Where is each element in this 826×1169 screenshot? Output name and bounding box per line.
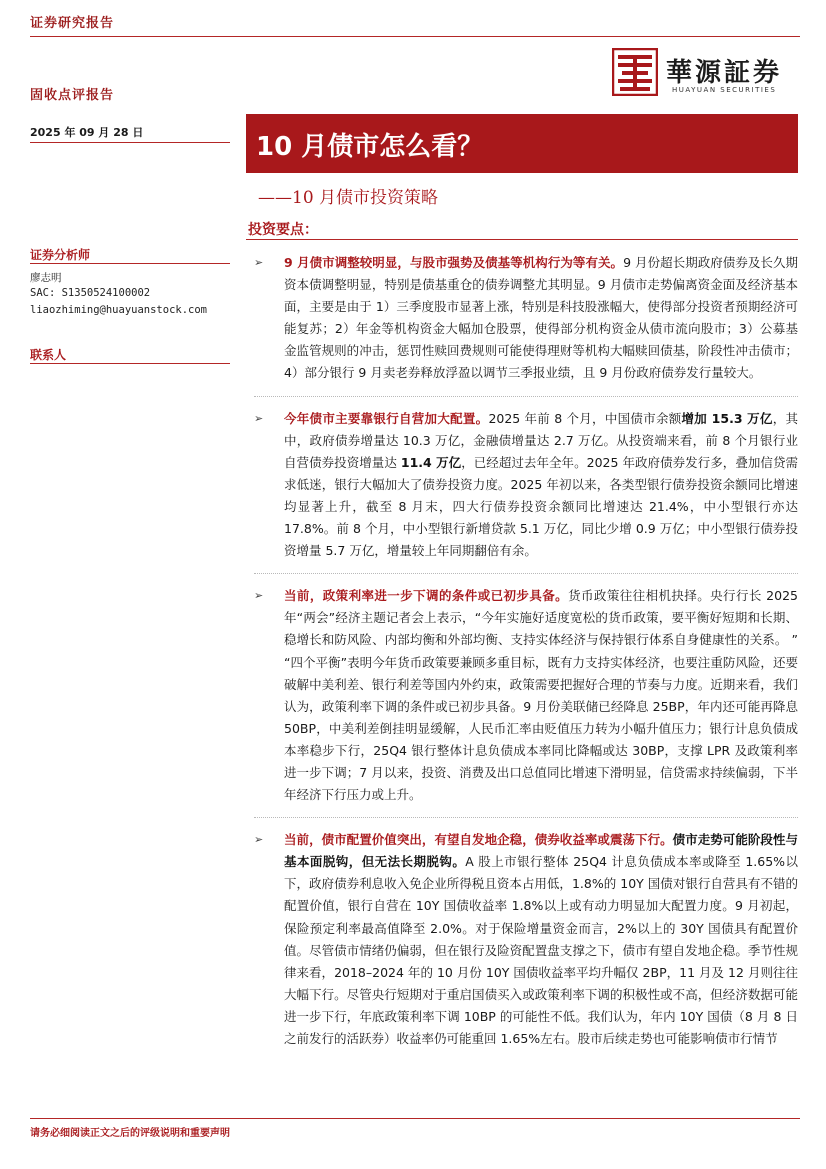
key-point-2	[254, 396, 798, 563]
analyst-sac: SAC: S1350524100002	[30, 287, 151, 299]
key-point-text: 货币政策往往相机抉择。央行行长 2025 年“两会”经济主题记者会上表示，“今年实施好适度宽松的货币政策，要平衡好短期和长期、稳增长和防风险、内部均衡和外部均衡、支持实体经济与保持银行体系自身健康性的关系。 ” “四个平衡”表明今年货币政策要兼顾多重目标，既有力支持实体经济，也要注重防风险，还要破解中美利差、银行利差等国内外约束，政策需要把握好合理的节奏与力度。近期来看，我们认为，政策利率下调的条件或已初步具备。9 月份美联储已经降息 25BP，年内还可能再降息 50BP，中美利差倒挂明显缓解，人民币汇率由贬值压力转为小幅升值压力；银行计息负债成本率稳步下行，25Q4 银行整体计息负债成本率同比降幅或达 30BP，支撑 LPR 及政策利率进一步下调；7 月以来，投资、消费及出口总值同比增速下滑明显，信贷需求持续偏弱，下半年经济下行压力或上升。	[284, 588, 798, 803]
key-point-text: 2025 年前 8 个月，中国债市余额	[488, 410, 682, 426]
logo-text-en: HUAYUAN SECURITIES	[672, 86, 777, 94]
analyst-name: 廖志明	[30, 272, 62, 284]
key-point-highlight: 债市走势可能阶段性与基本面脱钩，但无法长期脱钩。	[284, 832, 798, 870]
analyst-section-title: 证券分析师	[30, 248, 91, 262]
header-divider	[30, 36, 800, 37]
key-point-highlight: 11.4 万亿	[400, 454, 462, 470]
contact-divider	[30, 363, 230, 364]
arrow-bullet-icon: ➢	[254, 411, 264, 425]
key-point-lead: 9 月债市调整较明显，与股市强势及债基等机构行为等有关。	[284, 255, 624, 270]
key-points-body	[254, 252, 798, 1050]
analyst-email[interactable]: liaozhiming@huayuanstock.com	[30, 304, 208, 316]
key-point-highlight: 增加 15.3 万亿	[681, 410, 773, 426]
arrow-bullet-icon: ➢	[254, 833, 264, 847]
page-subtitle: ——10 月债市投资策略	[258, 188, 439, 208]
arrow-bullet-icon: ➢	[254, 589, 264, 603]
key-point-lead: 当前，债市配置价值突出，有望自发地企稳，债券收益率或震荡下行。	[284, 832, 673, 848]
title-banner	[246, 114, 798, 173]
key-point-text: ，已经超过去年全年。2025 年政府债券发行多，叠加信贷需求低迷，银行大幅加大了债券投资力度。2025 年初以来，各类型银行债券投资余额同比增速均显著上升，截至 8 月末，四大行债券投资余额同比增速达 21.4%，中小型银行亦达 17.8%。前 8 个月，中小型银行新增贷款 5.1 万亿，同比少增 0.9 万亿；中小型银行债券投资增量 5.7 万亿，增量较上年同期翻倍有余。	[284, 454, 798, 559]
report-type: 证券研究报告	[30, 16, 115, 31]
analyst-divider	[30, 263, 230, 264]
key-point-3	[254, 573, 798, 806]
report-date: 2025 年 09 月 28 日	[30, 126, 144, 139]
key-point-1	[254, 252, 798, 385]
footer-divider	[30, 1118, 800, 1119]
key-point-text: A 股上市银行整体 25Q4 计息负债成本率或降至 1.65%以下，政府债券利息收入免企业所得税且资本占用低，1.8%的 10Y 国债对银行自营具有不错的配置价值，银行自营在 10Y 国债收益率 1.8%以上或有动力明显加大配置力度。9 月初起，保险预定利率最高值降至 2.0%。对于保险增量资金而言，2%以上的 30Y 国债具有配置价值。尽管债市情绪仍偏弱，但在银行及险资配置盘支撑之下，债市有望自发地企稳。季节性规律来看，2018–2024 年的 10 月份 10Y 国债收益率平均升幅仅 2BP，11 月及 12 月则往往大幅下行。尽管央行短期对于重启国债买入或政策利率下调的积极性或不高，但经济数据可能进一步下行，年底政策利率下调 10BP 的可能性不低。我们认为，年内 10Y 国债（8 月 8 日之前发行的活跃券）收益率仍可能重回 1.65%左右。股市后续走势也可能影响债市行情节	[284, 854, 798, 1046]
key-points-label: 投资要点：	[248, 222, 318, 238]
key-points-divider	[246, 239, 798, 240]
contact-section-title: 联系人	[30, 348, 67, 362]
key-point-lead: 当前，政策利率进一步下调的条件或已初步具备。	[284, 588, 569, 604]
key-point-text: 9 月份超长期政府债券及长久期资本债调整明显，特别是债基重仓的债券调整尤其明显。9 月债市走势偏离资金面及经济基本面，主要是由于 1）三季度股市显著上涨，特别是科技股涨幅大，使得部分投资者预期经济可能复苏；2）年金等机构资金大幅加仓股票，使得部分机构资金从债市流向股市；3）公募基金监管规则的冲击，惩罚性赎回费规则可能使得理财等机构大幅赎回债基，阶段性冲击债市；4）部分银行 9 月卖老券释放浮盈以调节三季报业绩，且 9 月份政府债券发行量较大。	[284, 255, 798, 381]
company-logo	[612, 48, 802, 100]
page-title: 10 月债市怎么看？	[256, 132, 484, 162]
report-category: 固收点评报告	[30, 88, 115, 103]
footer-disclaimer[interactable]: 请务必细阅读正文之后的评级说明和重要声明	[30, 1128, 230, 1139]
logo-seal-icon	[612, 48, 658, 96]
key-point-4	[254, 817, 798, 1050]
key-point-lead: 今年债市主要靠银行自营加大配置。	[284, 410, 489, 426]
key-point-text: ，其中，政府债券增量达 10.3 万亿，金融债增量达 2.7 万亿。从投资端来看，前 8 个月银行业自营债券投资增量达	[284, 410, 798, 470]
date-divider	[30, 142, 230, 143]
arrow-bullet-icon: ➢	[254, 256, 264, 269]
logo-text-cn: 華源証券	[666, 58, 783, 88]
